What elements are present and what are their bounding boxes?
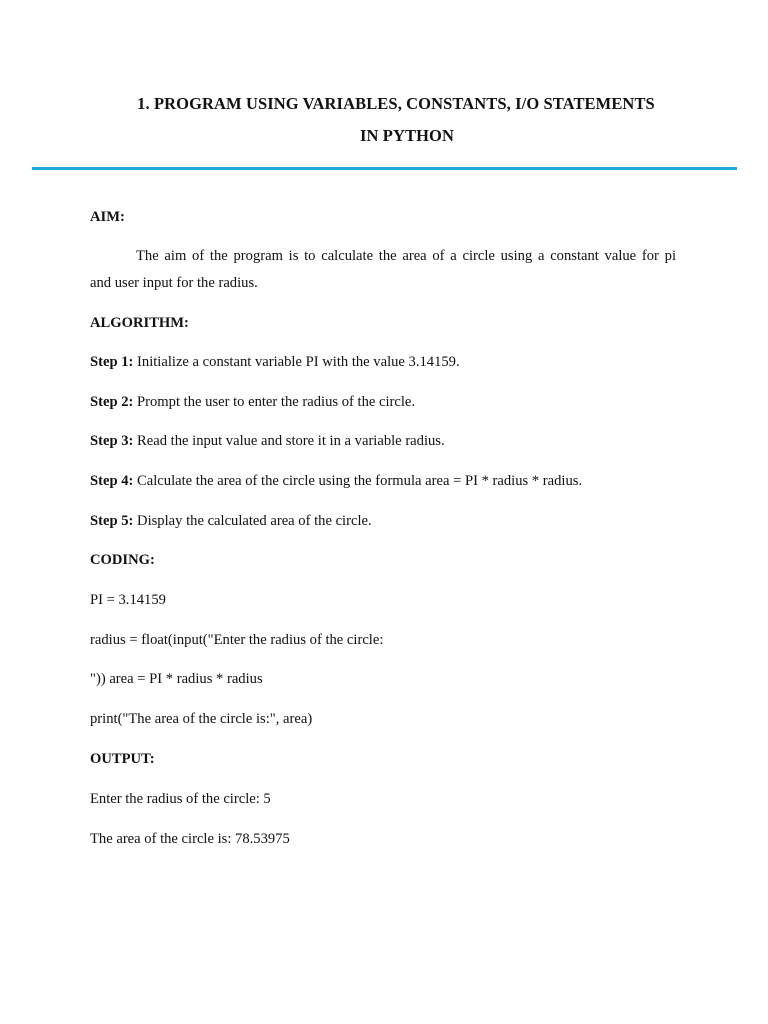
step-text: Read the input value and store it in a variable radius. (133, 433, 445, 449)
title-divider (32, 167, 737, 170)
algorithm-step-1 (90, 354, 460, 371)
algorithm-step-5 (90, 513, 372, 530)
step-text: Calculate the area of the circle using the formula area = PI * radius * radius. (133, 473, 583, 489)
algorithm-step-2 (90, 394, 415, 411)
step-text: Prompt the user to enter the radius of the circle. (133, 394, 416, 410)
step-label: Step 1: (90, 354, 134, 370)
algorithm-step-4 (90, 473, 582, 490)
step-label: Step 5: (90, 513, 134, 529)
code-line-2: radius = float(input("Enter the radius of the circle: (90, 632, 384, 648)
step-label: Step 4: (90, 473, 134, 489)
code-line-3: ")) area = PI * radius * radius (90, 671, 263, 687)
output-line-1: Enter the radius of the circle: 5 (90, 791, 271, 807)
algorithm-step-3 (90, 433, 445, 450)
step-text: Display the calculated area of the circle. (133, 513, 372, 529)
coding-heading: CODING: (90, 552, 155, 568)
document-title-line-2: IN PYTHON (360, 126, 454, 145)
aim-heading: AIM: (90, 209, 125, 225)
output-line-2: The area of the circle is: 78.53975 (90, 831, 290, 847)
code-line-1: PI = 3.14159 (90, 592, 166, 608)
aim-paragraph-line-1: The aim of the program is to calculate the area of a circle using a constant value for pi (136, 248, 676, 264)
step-label: Step 2: (90, 394, 134, 410)
algorithm-heading: ALGORITHM: (90, 315, 189, 331)
output-heading: OUTPUT: (90, 751, 155, 767)
step-text: Initialize a constant variable PI with the value 3.14159. (133, 354, 460, 370)
document-title-line-1: 1. PROGRAM USING VARIABLES, CONSTANTS, I/O STATEMENTS (137, 94, 655, 113)
aim-paragraph-line-2: and user input for the radius. (90, 275, 258, 291)
step-label: Step 3: (90, 433, 134, 449)
code-line-4: print("The area of the circle is:", area) (90, 711, 313, 727)
